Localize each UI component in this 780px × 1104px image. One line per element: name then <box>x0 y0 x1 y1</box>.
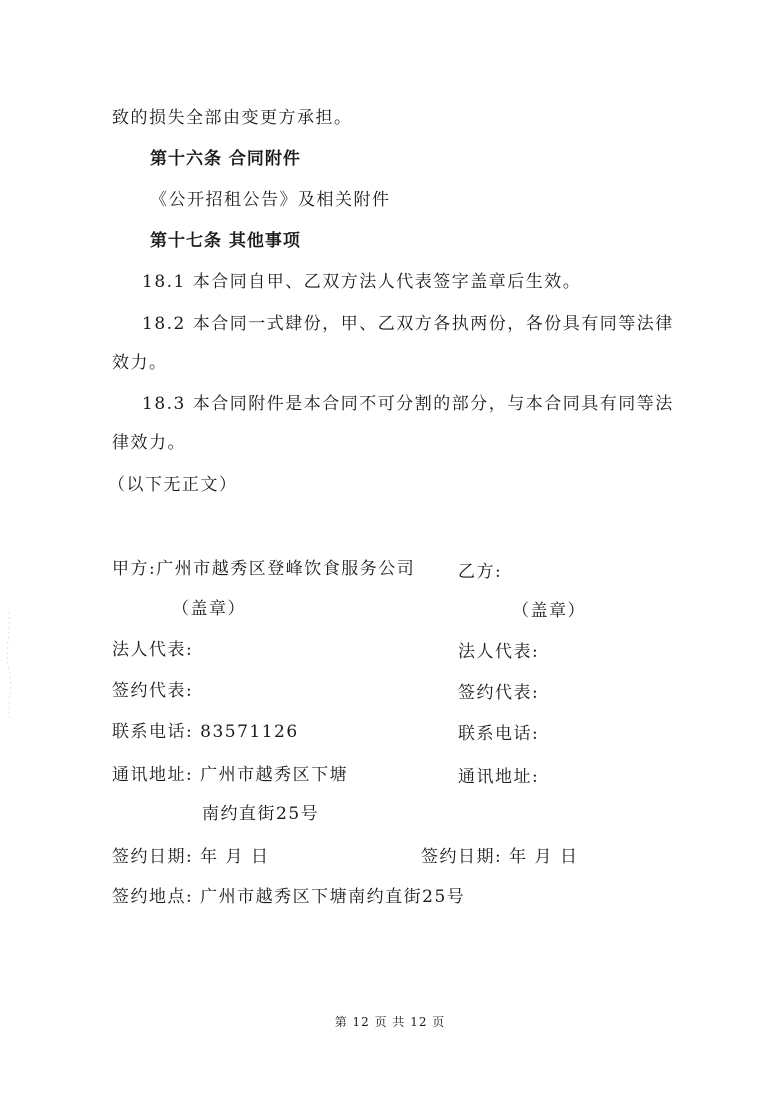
article-16-heading: 第十六条 合同附件 <box>150 149 301 169</box>
party-b-signing-rep: 签约代表: <box>458 683 540 703</box>
party-a-seal: （盖章） <box>172 599 246 619</box>
clause-18-3-line2: 律效力。 <box>112 433 186 453</box>
party-b-phone: 联系电话: <box>458 724 540 744</box>
clause-18-1: 18.1 本合同自甲、乙双方法人代表签字盖章后生效。 <box>142 272 582 292</box>
article-17-heading: 第十七条 其他事项 <box>150 231 301 251</box>
clause-18-3-line1: 18.3 本合同附件是本合同不可分割的部分，与本合同具有同等法 <box>142 394 674 414</box>
body-line-continuation: 致的损失全部由变更方承担。 <box>112 108 353 128</box>
party-a-legal-rep: 法人代表: <box>112 640 194 660</box>
party-b-legal-rep: 法人代表: <box>458 642 540 662</box>
party-a-signing-rep: 签约代表: <box>112 681 194 701</box>
no-more-text-note: （以下无正文） <box>108 475 238 495</box>
article-16-text: 《公开招租公告》及相关附件 <box>150 190 391 210</box>
party-a-address-line2: 南约直街25号 <box>202 804 320 824</box>
party-a-phone: 联系电话: 83571126 <box>112 722 299 742</box>
party-b-name: 乙方: <box>458 562 503 582</box>
party-b-sign-date: 签约日期: 年 月 日 <box>421 847 579 867</box>
party-b-address: 通讯地址: <box>458 767 540 787</box>
clause-18-2-line2: 效力。 <box>112 353 168 373</box>
party-a-address-line1: 通讯地址: 广州市越秀区下塘 <box>112 765 349 785</box>
margin-stamp-residue <box>0 610 16 720</box>
party-a-sign-date: 签约日期: 年 月 日 <box>112 847 270 867</box>
party-a-name: 甲方:广州市越秀区登峰饮食服务公司 <box>112 559 416 579</box>
clause-18-2-line1: 18.2 本合同一式肆份，甲、乙双方各执两份，各份具有同等法律 <box>142 314 674 334</box>
party-b-seal: （盖章） <box>512 601 586 621</box>
page-number-footer: 第 12 页 共 12 页 <box>334 1015 446 1029</box>
sign-place: 签约地点: 广州市越秀区下塘南约直街25号 <box>112 887 466 907</box>
